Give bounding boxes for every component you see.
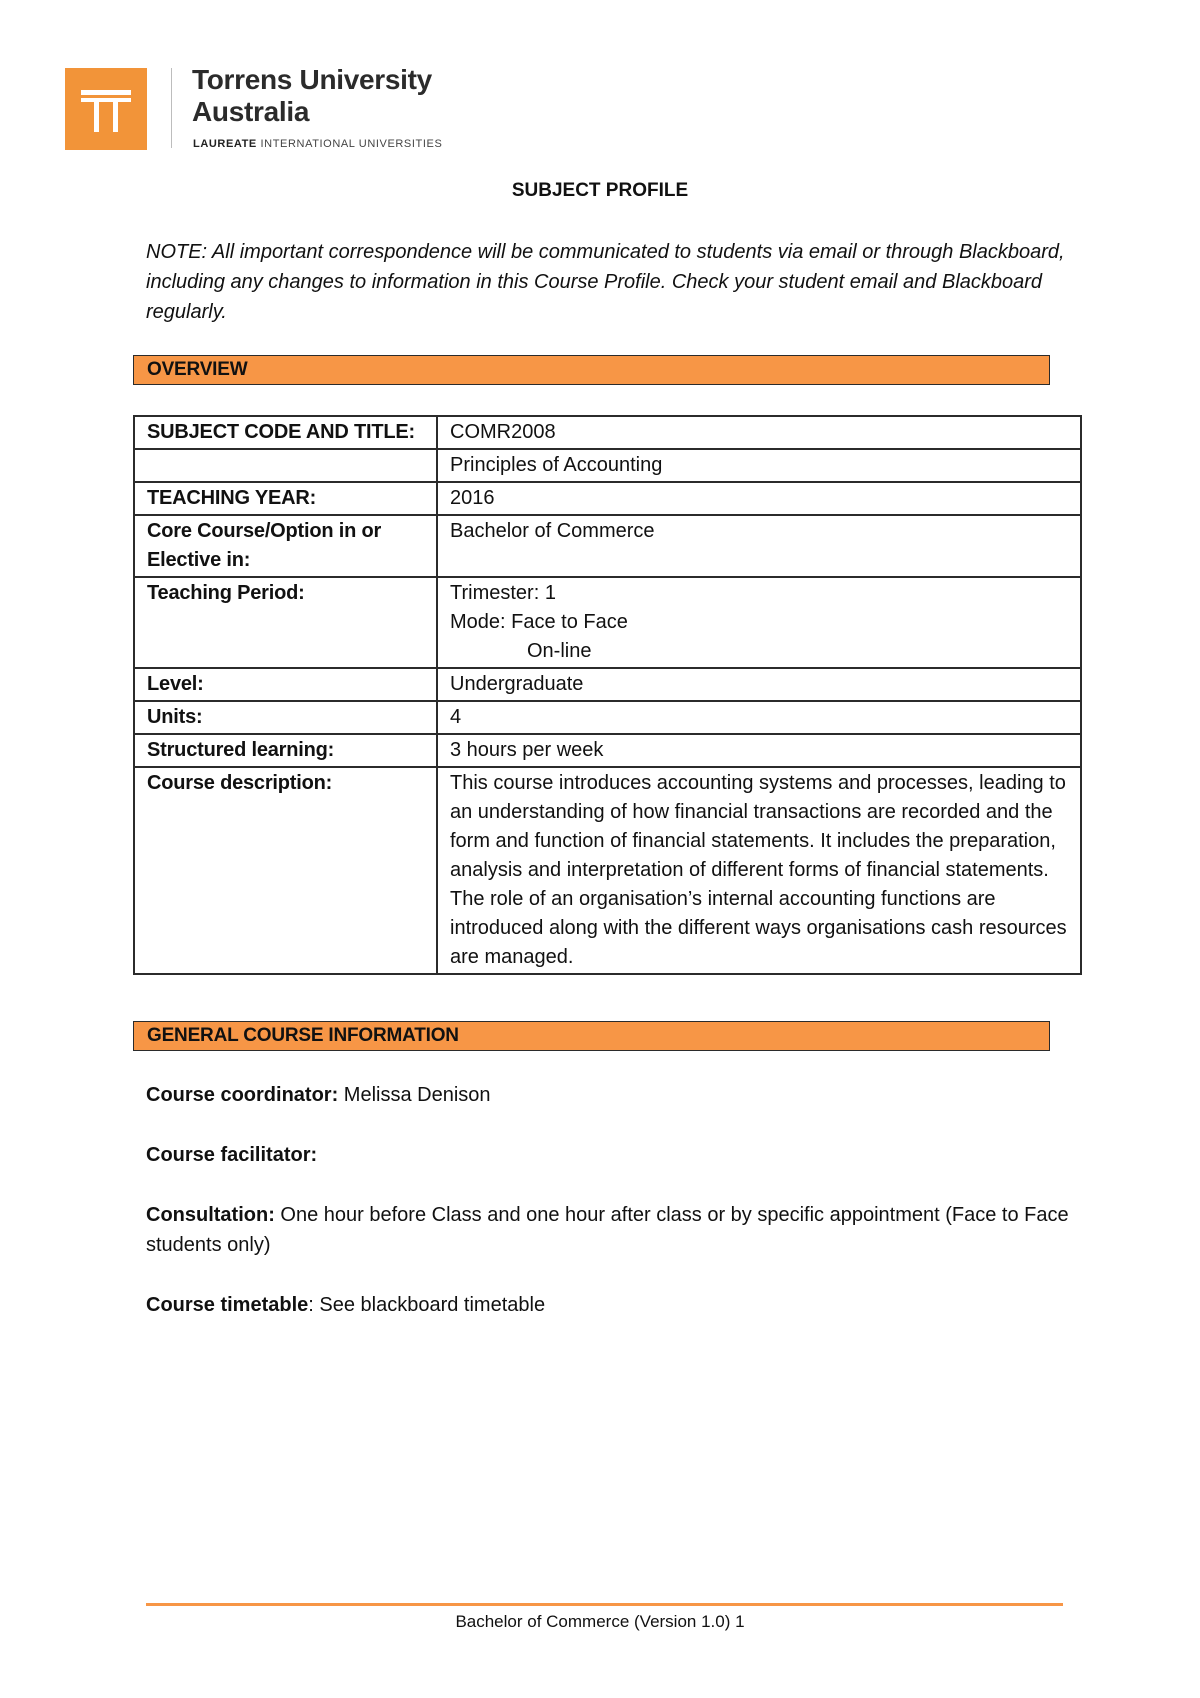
level-label: Level: xyxy=(134,668,437,701)
consultation-value: One hour before Class and one hour after class or by specific appointment (Face to Face students only) xyxy=(146,1204,1069,1256)
coordinator-label: Course coordinator: xyxy=(146,1084,339,1106)
table-row xyxy=(134,449,1081,482)
table-row xyxy=(134,767,1081,974)
core-course-label: Core Course/Option in or Elective in: xyxy=(134,515,437,577)
page-footer: Bachelor of Commerce (Version 1.0) 1 xyxy=(455,1612,745,1631)
tagline-bold: LAUREATE xyxy=(193,138,257,150)
core-course-value: Bachelor of Commerce xyxy=(437,515,1081,577)
table-row xyxy=(134,668,1081,701)
table-row xyxy=(134,701,1081,734)
trimester-value: Trimester: 1 xyxy=(450,582,556,604)
consultation-label: Consultation: xyxy=(146,1204,275,1226)
footer-rule xyxy=(146,1603,1063,1606)
mode-value: Mode: Face to Face xyxy=(450,611,628,633)
table-row xyxy=(134,416,1081,449)
mode-alt-value: On-line xyxy=(527,640,592,662)
subject-code-label: SUBJECT CODE AND TITLE: xyxy=(134,416,437,449)
empty-label-cell xyxy=(134,449,437,482)
facilitator-label: Course facilitator: xyxy=(146,1144,318,1166)
section-header-general: GENERAL COURSE INFORMATION xyxy=(133,1021,1050,1051)
mode-alt-row xyxy=(450,637,1069,666)
overview-table xyxy=(133,415,1082,975)
coordinator-value: Melissa Denison xyxy=(338,1084,491,1106)
timetable-value: : See blackboard timetable xyxy=(308,1294,546,1316)
tt-logo-icon xyxy=(65,68,147,150)
correspondence-note: NOTE: All important correspondence will be communicated to students via email or through Blackboard, including any changes to information in this Course Profile. Check your student email and Blackboard regularly. xyxy=(146,241,1065,323)
teaching-year-label: TEACHING YEAR: xyxy=(134,482,437,515)
teaching-period-value xyxy=(437,577,1081,668)
course-description-value: This course introduces accounting systems and processes, leading to an understanding of how financial transactions are recorded and the form and function of financial statements. It includes the preparation, analysis and interpretation of different forms of financial statements. The role of an organisation’s internal accounting functions are introduced along with the different ways organisations cash resources are managed. xyxy=(437,767,1081,974)
table-row xyxy=(134,482,1081,515)
teaching-period-label: Teaching Period: xyxy=(134,577,437,668)
table-row xyxy=(134,577,1081,668)
section-header-overview: OVERVIEW xyxy=(133,355,1050,385)
structured-learning-label: Structured learning: xyxy=(134,734,437,767)
university-name xyxy=(192,64,432,128)
subject-code-value: COMR2008 xyxy=(437,416,1081,449)
university-name-line-2: Australia xyxy=(192,96,310,127)
units-value: 4 xyxy=(437,701,1081,734)
course-description-label: Course description: xyxy=(134,767,437,974)
coordinator-line xyxy=(146,1080,1086,1110)
university-name-line-1: Torrens University xyxy=(192,64,432,95)
network-tagline xyxy=(193,138,442,150)
level-value: Undergraduate xyxy=(437,668,1081,701)
consultation-line xyxy=(146,1200,1086,1260)
structured-learning-value: 3 hours per week xyxy=(437,734,1081,767)
facilitator-line xyxy=(146,1140,1086,1170)
timetable-label: Course timetable xyxy=(146,1294,309,1316)
table-row xyxy=(134,515,1081,577)
units-label: Units: xyxy=(134,701,437,734)
page-title: SUBJECT PROFILE xyxy=(511,180,689,201)
timetable-line xyxy=(146,1290,1086,1320)
logo-divider xyxy=(171,68,172,148)
tagline-rest: INTERNATIONAL UNIVERSITIES xyxy=(256,138,443,150)
university-logo-mark xyxy=(65,68,147,150)
table-row xyxy=(134,734,1081,767)
subject-title-value: Principles of Accounting xyxy=(437,449,1081,482)
teaching-year-value: 2016 xyxy=(437,482,1081,515)
